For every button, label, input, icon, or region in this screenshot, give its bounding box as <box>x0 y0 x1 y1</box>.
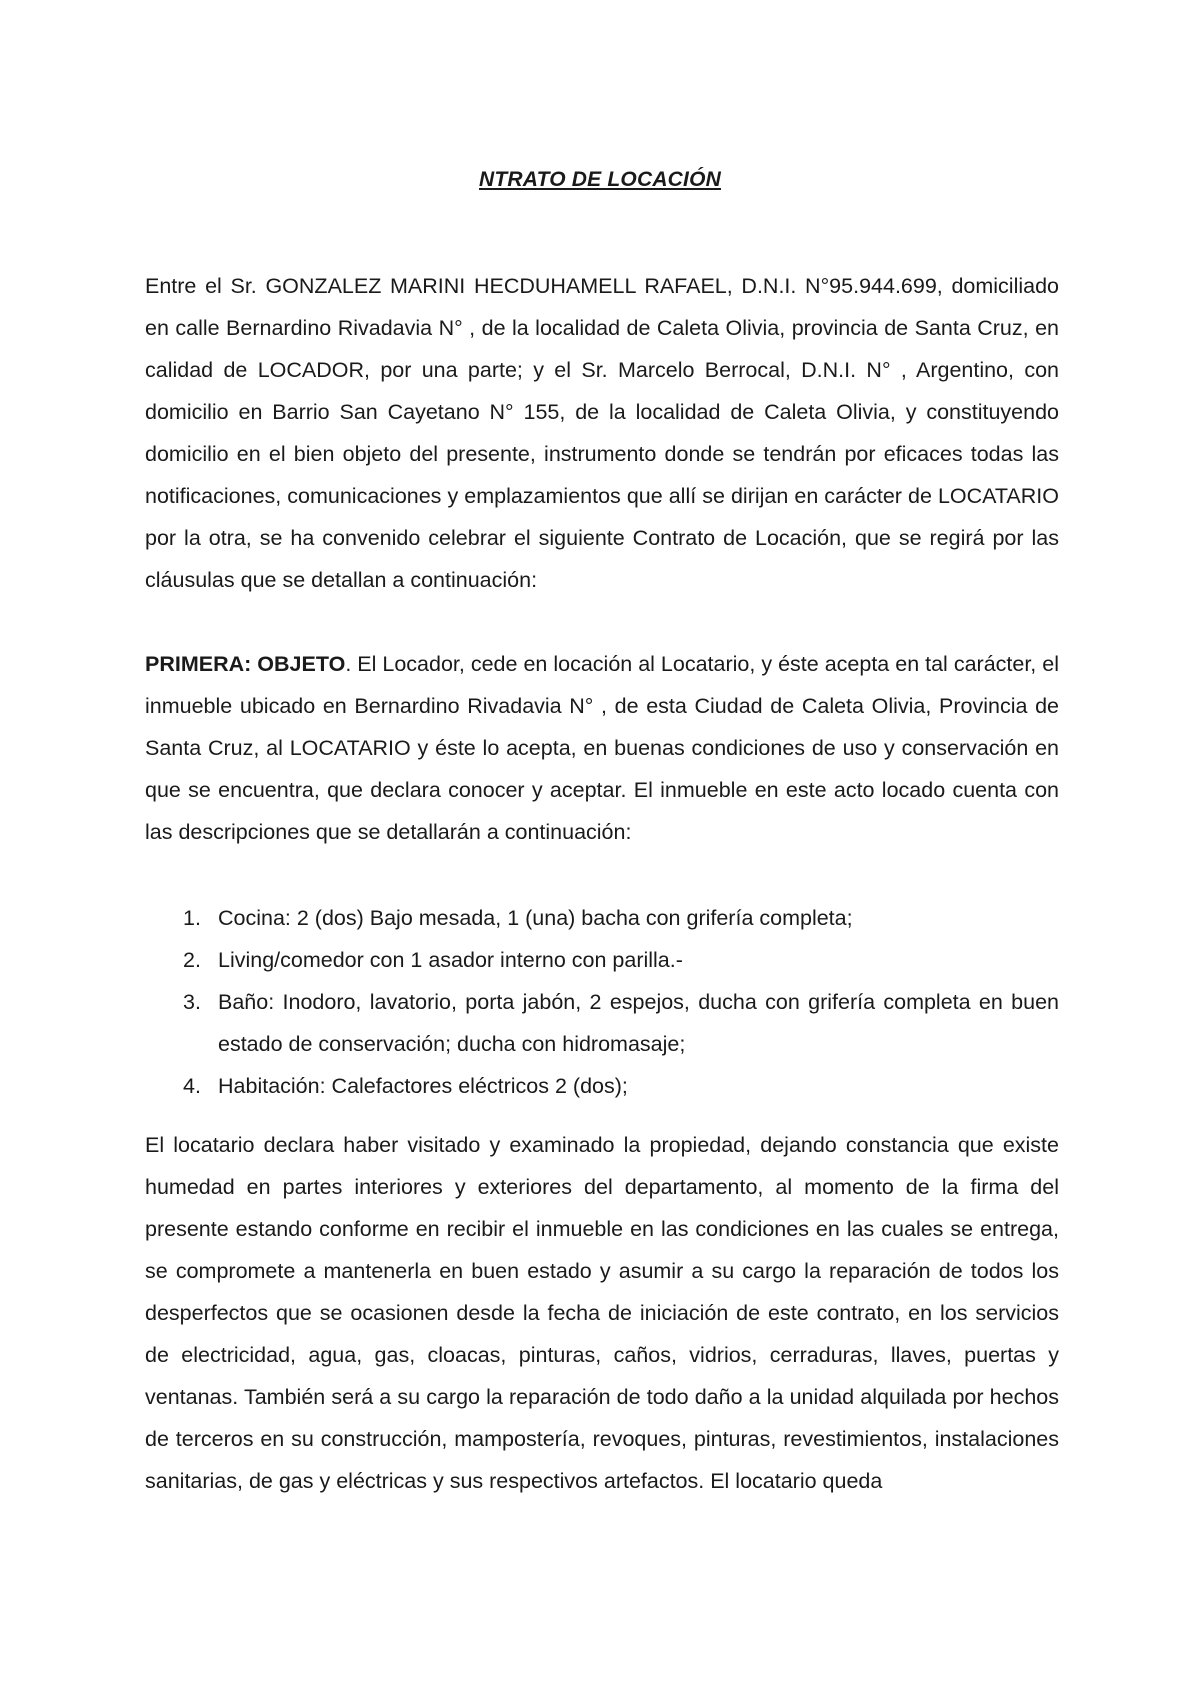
locatario-paragraph: El locatario declara haber visitado y examinado la propiedad, dejando constancia que existe humedad en partes interiores y exteriores del departamento, al momento de la firma del presente estando conforme en recibir el inmueble en las condiciones en las cuales se entrega, se compromete a mantenerla en buen estado y asumir a su cargo la reparación de todos los desperfectos que se ocasionen desde la fecha de iniciación de este contrato, en los servicios de electricidad, agua, gas, cloacas, pinturas, caños, vidrios, cerraduras, llaves, puertas y ventanas. También será a su cargo la reparación de todo daño a la unidad alquilada por hechos de terceros en su construcción, mampostería, revoques, pinturas, revestimientos, instalaciones sanitarias, de gas y eléctricas y sus respectivos artefactos. El locatario queda <box>145 1133 1059 1493</box>
clause-primera <box>145 643 1059 853</box>
clause-primera-heading: PRIMERA: OBJETO <box>145 652 346 676</box>
list-item-text: Habitación: Calefactores eléctricos 2 (dos); <box>218 1074 628 1098</box>
list-item-number: 3. <box>183 990 201 1014</box>
document-title: NTRATO DE LOCACIÓN <box>479 168 721 191</box>
inventory-list <box>145 897 1059 1107</box>
list-item-number: 2. <box>183 948 201 972</box>
list-item <box>145 897 1059 939</box>
intro-paragraph: Entre el Sr. GONZALEZ MARINI HECDUHAMELL RAFAEL, D.N.I. N°95.944.699, domiciliado en calle Bernardino Rivadavia N° , de la localidad de Caleta Olivia, provincia de Santa Cruz, en calidad de LOCADOR, por una parte; y el Sr. Marcelo Berrocal, D.N.I. N° , Argentino, con domicilio en Barrio San Cayetano N° 155, de la localidad de Caleta Olivia, y constituyendo domicilio en el bien objeto del presente, instrumento donde se tendrán por eficaces todas las notificaciones, comunicaciones y emplazamientos que allí se dirijan en carácter de LOCATARIO por la otra, se ha convenido celebrar el siguiente Contrato de Locación, que se regirá por las cláusulas que se detallan a continuación: <box>145 274 1059 592</box>
list-item-text: Baño: Inodoro, lavatorio, porta jabón, 2 espejos, ducha con grifería completa en buen estado de conservación; ducha con hidromasaje; <box>218 990 1059 1056</box>
list-item-text: Cocina: 2 (dos) Bajo mesada, 1 (una) bacha con grifería completa; <box>218 906 853 930</box>
list-item-number: 1. <box>183 906 201 930</box>
list-item <box>145 981 1059 1065</box>
clause-primera-text: . El Locador, cede en locación al Locatario, y éste acepta en tal carácter, el inmueble ubicado en Bernardino Rivadavia N° , de esta Ciudad de Caleta Olivia, Provincia de Santa Cruz, al LOCATARIO y éste lo acepta, en buenas condiciones de uso y conservación en que se encuentra, que declara conocer y aceptar. El inmueble en este acto locado cuenta con las descripciones que se detallarán a continuación: <box>145 652 1059 844</box>
list-item-number: 4. <box>183 1074 201 1098</box>
list-item <box>145 939 1059 981</box>
list-item-text: Living/comedor con 1 asador interno con parilla.- <box>218 948 683 972</box>
list-item <box>145 1065 1059 1107</box>
